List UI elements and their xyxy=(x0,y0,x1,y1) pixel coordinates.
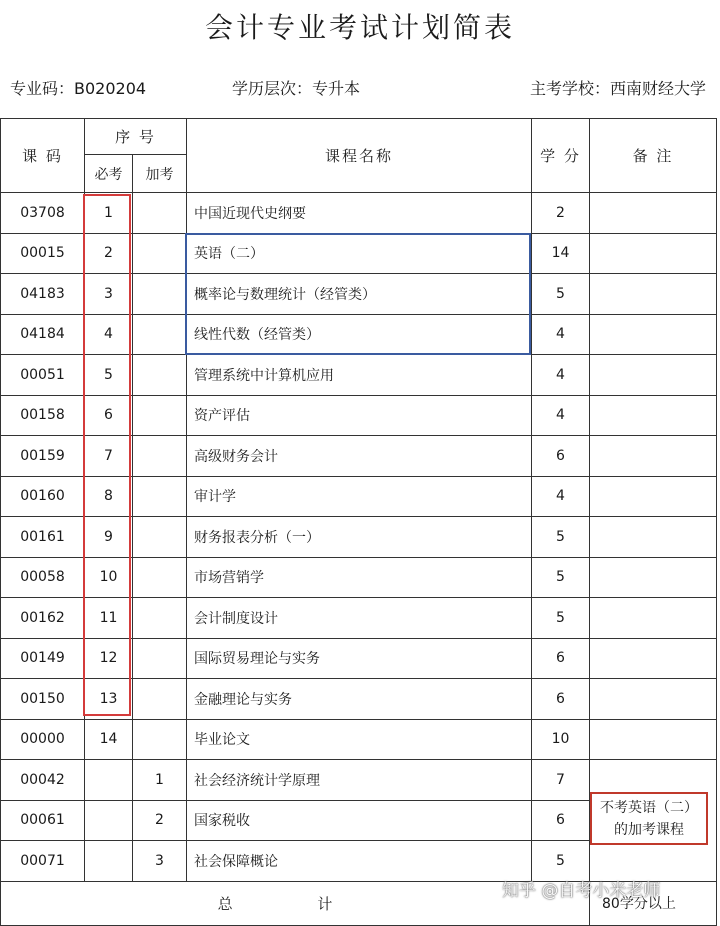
header-course-code: 课 码 xyxy=(1,119,85,193)
extra-seq xyxy=(133,638,187,679)
course-name: 毕业论文 xyxy=(187,719,532,760)
extra-seq xyxy=(133,395,187,436)
course-name: 财务报表分析（一） xyxy=(187,517,532,558)
table-row xyxy=(1,557,717,598)
remark-cell xyxy=(590,517,717,558)
header-credit: 学 分 xyxy=(532,119,590,193)
course-credit: 4 xyxy=(532,476,590,517)
remark-cell xyxy=(590,598,717,639)
course-code: 00061 xyxy=(1,800,85,841)
course-credit: 6 xyxy=(532,800,590,841)
course-name: 会计制度设计 xyxy=(187,598,532,639)
course-code: 00000 xyxy=(1,719,85,760)
course-credit: 7 xyxy=(532,760,590,801)
course-name: 国家税收 xyxy=(187,800,532,841)
education-level: 学历层次：专升本 xyxy=(232,79,361,98)
course-code: 00015 xyxy=(1,233,85,274)
course-name: 概率论与数理统计（经管类） xyxy=(187,274,532,315)
extra-seq xyxy=(133,314,187,355)
course-name: 英语（二） xyxy=(187,233,532,274)
required-seq: 9 xyxy=(85,517,133,558)
course-name: 资产评估 xyxy=(187,395,532,436)
extra-seq xyxy=(133,355,187,396)
course-credit: 2 xyxy=(532,193,590,234)
required-seq: 8 xyxy=(85,476,133,517)
course-name: 高级财务会计 xyxy=(187,436,532,477)
remark-cell xyxy=(590,557,717,598)
examining-school: 主考学校：西南财经大学 xyxy=(529,79,706,98)
remark-cell xyxy=(590,355,717,396)
extra-seq xyxy=(133,719,187,760)
extra-course-note xyxy=(590,792,708,845)
header-extra: 加考 xyxy=(133,155,187,193)
required-seq: 6 xyxy=(85,395,133,436)
course-credit: 5 xyxy=(532,598,590,639)
course-code: 00042 xyxy=(1,760,85,801)
extra-seq xyxy=(133,233,187,274)
course-code: 04183 xyxy=(1,274,85,315)
course-code: 00051 xyxy=(1,355,85,396)
note-line-1: 不考英语（二） xyxy=(600,800,698,816)
table-row xyxy=(1,598,717,639)
header-sequence: 序 号 xyxy=(85,119,187,155)
course-code: 00161 xyxy=(1,517,85,558)
remark-cell xyxy=(590,314,717,355)
required-seq: 12 xyxy=(85,638,133,679)
course-name: 社会保障概论 xyxy=(187,841,532,882)
course-credit: 5 xyxy=(532,274,590,315)
course-name: 审计学 xyxy=(187,476,532,517)
table-row xyxy=(1,436,717,477)
remark-cell xyxy=(590,638,717,679)
page-title: 会计专业考试计划简表 xyxy=(204,11,515,44)
required-seq: 7 xyxy=(85,436,133,477)
extra-seq xyxy=(133,193,187,234)
course-credit: 10 xyxy=(532,719,590,760)
course-credit: 5 xyxy=(532,557,590,598)
extra-seq xyxy=(133,598,187,639)
extra-seq xyxy=(133,476,187,517)
required-seq: 5 xyxy=(85,355,133,396)
table-row xyxy=(1,638,717,679)
total-remark: 80学分以上 xyxy=(602,896,676,912)
extra-seq: 1 xyxy=(133,760,187,801)
course-code: 00058 xyxy=(1,557,85,598)
required-seq: 10 xyxy=(85,557,133,598)
course-code: 00159 xyxy=(1,436,85,477)
extra-seq xyxy=(133,557,187,598)
table-row xyxy=(1,233,717,274)
course-credit: 6 xyxy=(532,436,590,477)
extra-seq xyxy=(133,436,187,477)
table-row xyxy=(1,679,717,720)
table-row xyxy=(1,841,717,882)
remark-cell xyxy=(590,719,717,760)
required-seq: 13 xyxy=(85,679,133,720)
course-name: 市场营销学 xyxy=(187,557,532,598)
course-code: 00071 xyxy=(1,841,85,882)
required-seq: 1 xyxy=(85,193,133,234)
extra-seq xyxy=(133,274,187,315)
course-credit: 4 xyxy=(532,314,590,355)
course-code: 00150 xyxy=(1,679,85,720)
required-seq: 2 xyxy=(85,233,133,274)
major-code: 专业码：B020204 xyxy=(10,79,147,98)
extra-seq xyxy=(133,517,187,558)
required-seq: 14 xyxy=(85,719,133,760)
course-credit: 4 xyxy=(532,355,590,396)
remark-cell xyxy=(590,679,717,720)
extra-seq: 2 xyxy=(133,800,187,841)
course-code: 04184 xyxy=(1,314,85,355)
required-seq xyxy=(85,800,133,841)
course-credit: 4 xyxy=(532,395,590,436)
course-code: 00149 xyxy=(1,638,85,679)
table-row xyxy=(1,395,717,436)
course-code: 00158 xyxy=(1,395,85,436)
remark-cell xyxy=(590,395,717,436)
remark-cell xyxy=(590,274,717,315)
table-row xyxy=(1,314,717,355)
course-name: 管理系统中计算机应用 xyxy=(187,355,532,396)
course-code: 00160 xyxy=(1,476,85,517)
extra-seq: 3 xyxy=(133,841,187,882)
course-credit: 5 xyxy=(532,841,590,882)
table-row xyxy=(1,476,717,517)
watermark: 知乎 @自考小米老师 xyxy=(502,881,661,901)
header-required: 必考 xyxy=(85,155,133,193)
table-row xyxy=(1,719,717,760)
table-row xyxy=(1,193,717,234)
remark-cell xyxy=(590,841,717,882)
remark-cell xyxy=(590,233,717,274)
remark-cell xyxy=(590,193,717,234)
table-row xyxy=(1,517,717,558)
required-seq: 3 xyxy=(85,274,133,315)
course-name: 金融理论与实务 xyxy=(187,679,532,720)
table-row xyxy=(1,274,717,315)
course-code: 03708 xyxy=(1,193,85,234)
required-seq xyxy=(85,760,133,801)
course-credit: 14 xyxy=(532,233,590,274)
course-credit: 6 xyxy=(532,638,590,679)
course-name: 社会经济统计学原理 xyxy=(187,760,532,801)
course-credit: 5 xyxy=(532,517,590,558)
required-seq: 11 xyxy=(85,598,133,639)
remark-cell xyxy=(590,436,717,477)
course-credit: 6 xyxy=(532,679,590,720)
course-code: 00162 xyxy=(1,598,85,639)
required-seq: 4 xyxy=(85,314,133,355)
required-seq xyxy=(85,841,133,882)
extra-seq xyxy=(133,679,187,720)
course-name: 中国近现代史纲要 xyxy=(187,193,532,234)
note-line-2: 的加考课程 xyxy=(614,822,684,838)
total-label: 总 计 xyxy=(1,881,590,925)
header-remark: 备 注 xyxy=(590,119,717,193)
table-row xyxy=(1,355,717,396)
course-name: 国际贸易理论与实务 xyxy=(187,638,532,679)
remark-cell xyxy=(590,476,717,517)
course-name: 线性代数（经管类） xyxy=(187,314,532,355)
header-course-name: 课程名称 xyxy=(187,119,532,193)
